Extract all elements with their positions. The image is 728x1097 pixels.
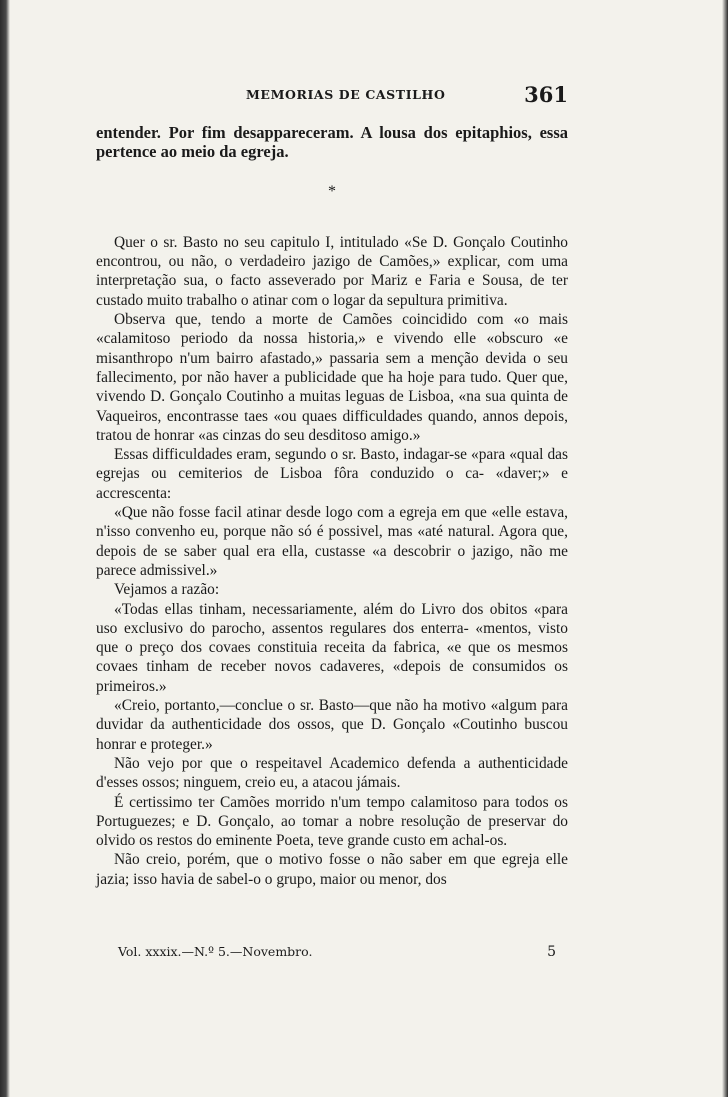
page-footer [118,944,556,964]
volume-line: Vol. xxxix.—N.º 5.—Novembro. [118,944,313,959]
paragraph: Não vejo por que o respeitavel Academico defenda a authenticidade d'esses ossos; ninguem, creio eu, a atacou jámais. [96,754,568,792]
paragraph: Essas difficuldades eram, segundo o sr. Basto, indagar-se «para «qual das egrejas ou cemiterios de Lisboa fôra conduzido o ca- «daver;» e accrescenta: [96,446,568,502]
paragraph: Vejamos a razão: [114,581,220,599]
paragraph: Quer o sr. Basto no seu capitulo I, intitulado «Se D. Gonçalo Coutinho encontrou, ou não, o verdadeiro jazigo de Camões,» explicar, com uma interpretação sua, o facto asseverado por Mariz e Faria e Sousa, de ter custado muito trabalho o atinar com o logar da sepultura primitiva. [96,233,568,309]
opening-paragraph: entender. Por fim desappareceram. A lousa dos epitaphios, essa pertence ao meio da egreja. [96,123,568,162]
page-number: 361 [524,82,568,107]
quote-paragraph: «Todas ellas tinham, necessariamente, além do Livro dos obitos «para uso exclusivo do parocho, assentos regulares dos enterra- «mentos, visto que o preço dos covaes constituia receita da fabrica, «e que os mesmos covaes tinham de receber novos cadaveres, «depois de consumidos os primeiros.» [96,600,568,695]
paragraph: Observa que, tendo a morte de Camões coincidido com «o mais «calamitoso periodo da nossa historia,» e vivendo elle «obscuro «e misanthropo n'um bairro afastado,» passaria sem a menção devida o seu fallecimento, por não haver a publicidade que ha hoje para tudo. Quer que, vivendo D. Gonçalo Coutinho a muitas leguas de Lisboa, «na sua quinta de Vaqueiros, encontrasse taes «ou quaes difficuldades quando, annos depois, tratou de honrar «as cinzas do seu desditoso amigo.» [96,311,568,444]
quote-paragraph: «Creio, portanto,—conclue o sr. Basto—que não ha motivo «algum para duvidar da authenticidade dos ossos, que D. Gonçalo «Coutinho buscou honrar e proteger.» [96,697,568,753]
quote-paragraph: «Que não fosse facil atinar desde logo com a egreja em que «elle estava, n'isso convenho eu, porque não só é possivel, mas «até natural. Agora que, depois de se saber qual era ella, custasse «a descobrir o jazigo, não me parece admissivel.» [96,504,568,579]
section-separator: * [328,182,336,200]
page-header [96,84,570,108]
signature-mark: 5 [547,944,556,960]
paragraph: Não creio, porém, que o motivo fosse o não saber em que egreja elle jazia; isso havia de sabel-o o grupo, maior ou menor, dos [96,851,568,888]
body-text [96,123,568,889]
scan-edge-right [722,0,728,1097]
paragraph: É certissimo ter Camões morrido n'um tempo calamitoso para todos os Portuguezes; e D. Gonçalo, ao tomar a nobre resolução de preservar do olvido os restos do eminente Poeta, teve grande custo em achal-os. [96,793,568,850]
running-title: MEMORIAS DE CASTILHO [246,87,446,102]
scan-edge-left [0,0,10,1097]
